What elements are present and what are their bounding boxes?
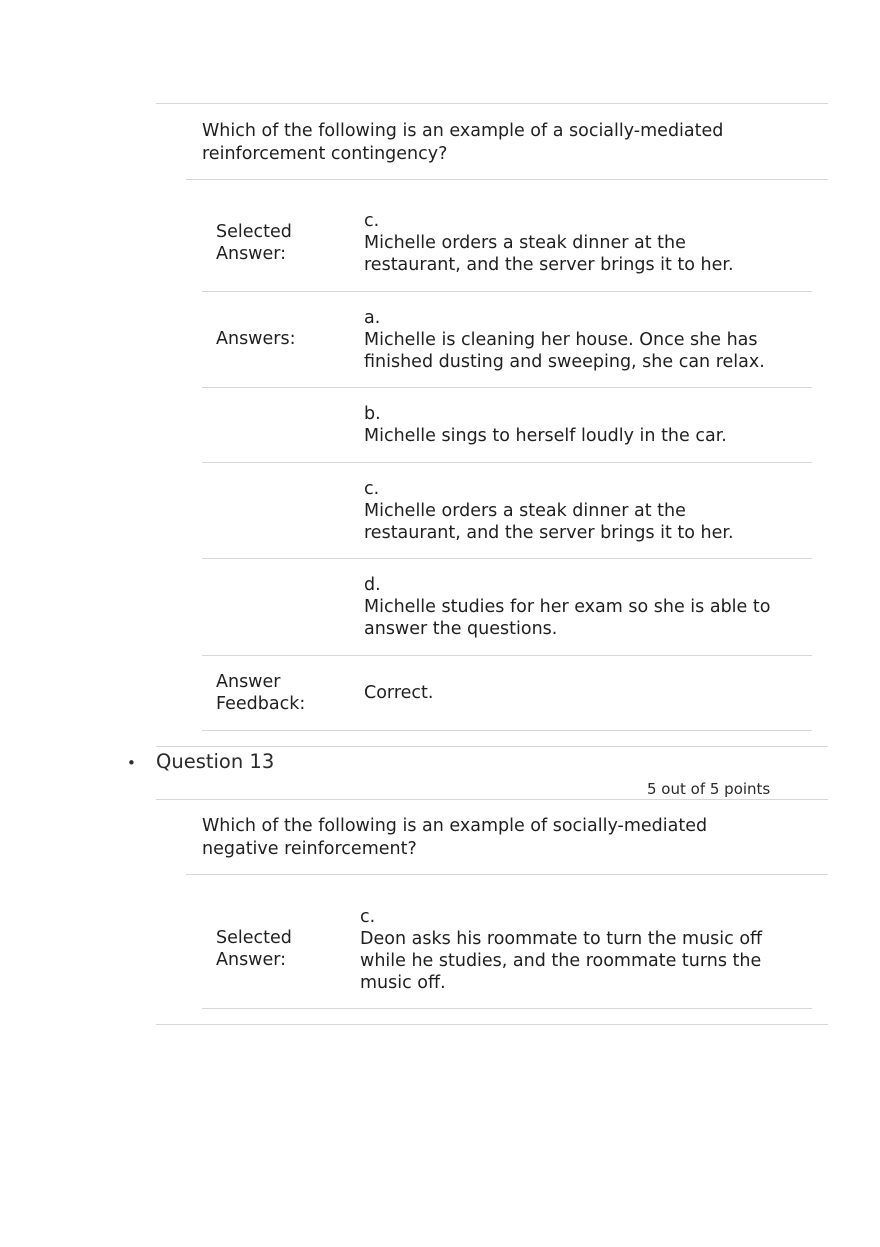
answer-feedback-text: Correct. (364, 683, 434, 703)
answer-letter: d. (364, 575, 381, 595)
question-top-divider (156, 103, 828, 104)
question-heading: Question 13 (156, 750, 275, 773)
list-bullet: • (127, 754, 136, 772)
answer-text: Michelle is cleaning her house. Once she has finished dusting and sweeping, she can relax. (364, 330, 765, 372)
selected-answer (364, 210, 809, 276)
row-divider (202, 462, 812, 463)
selected-answer-letter: c. (364, 211, 380, 231)
question-bottom-divider (156, 746, 828, 747)
selected-answer-text: Michelle orders a steak dinner at the restaurant, and the server brings it to her. (364, 233, 734, 275)
row-divider (202, 291, 812, 292)
question-text-divider (186, 874, 828, 875)
question-bottom-divider (156, 1024, 828, 1025)
selected-answer-label: Selected Answer: (216, 222, 292, 264)
answer-option (364, 403, 809, 447)
answers-label: Answers: (216, 329, 296, 349)
answer-letter: c. (364, 479, 380, 499)
question-text: Which of the following is an example of a socially-mediated reinforcement contingency? (202, 121, 724, 164)
selected-answer-letter: c. (360, 907, 376, 927)
selected-answer-label: Selected Answer: (216, 928, 292, 970)
answer-letter: b. (364, 404, 381, 424)
question-top-divider (156, 799, 828, 800)
row-divider (202, 387, 812, 388)
row-divider (202, 1008, 812, 1009)
row-divider (202, 558, 812, 559)
row-divider (202, 655, 812, 656)
answer-letter: a. (364, 308, 381, 328)
answer-text: Michelle orders a steak dinner at the restaurant, and the server brings it to her. (364, 501, 734, 543)
question-text: Which of the following is an example of socially-mediated negative reinforcement? (202, 816, 708, 859)
answer-option (364, 307, 804, 373)
selected-answer-text: Deon asks his roommate to turn the music off while he studies, and the roommate turns the music off. (360, 929, 763, 993)
answer-option (364, 478, 809, 544)
answer-text: Michelle studies for her exam so she is able to answer the questions. (364, 597, 771, 639)
answer-text: Michelle sings to herself loudly in the car. (364, 426, 727, 446)
question-text-divider (186, 179, 828, 180)
answer-feedback-label: Answer Feedback: (216, 672, 306, 714)
selected-answer (360, 906, 800, 994)
row-divider (202, 730, 812, 731)
question-points: 5 out of 5 points (647, 780, 771, 798)
answer-option (364, 574, 809, 640)
